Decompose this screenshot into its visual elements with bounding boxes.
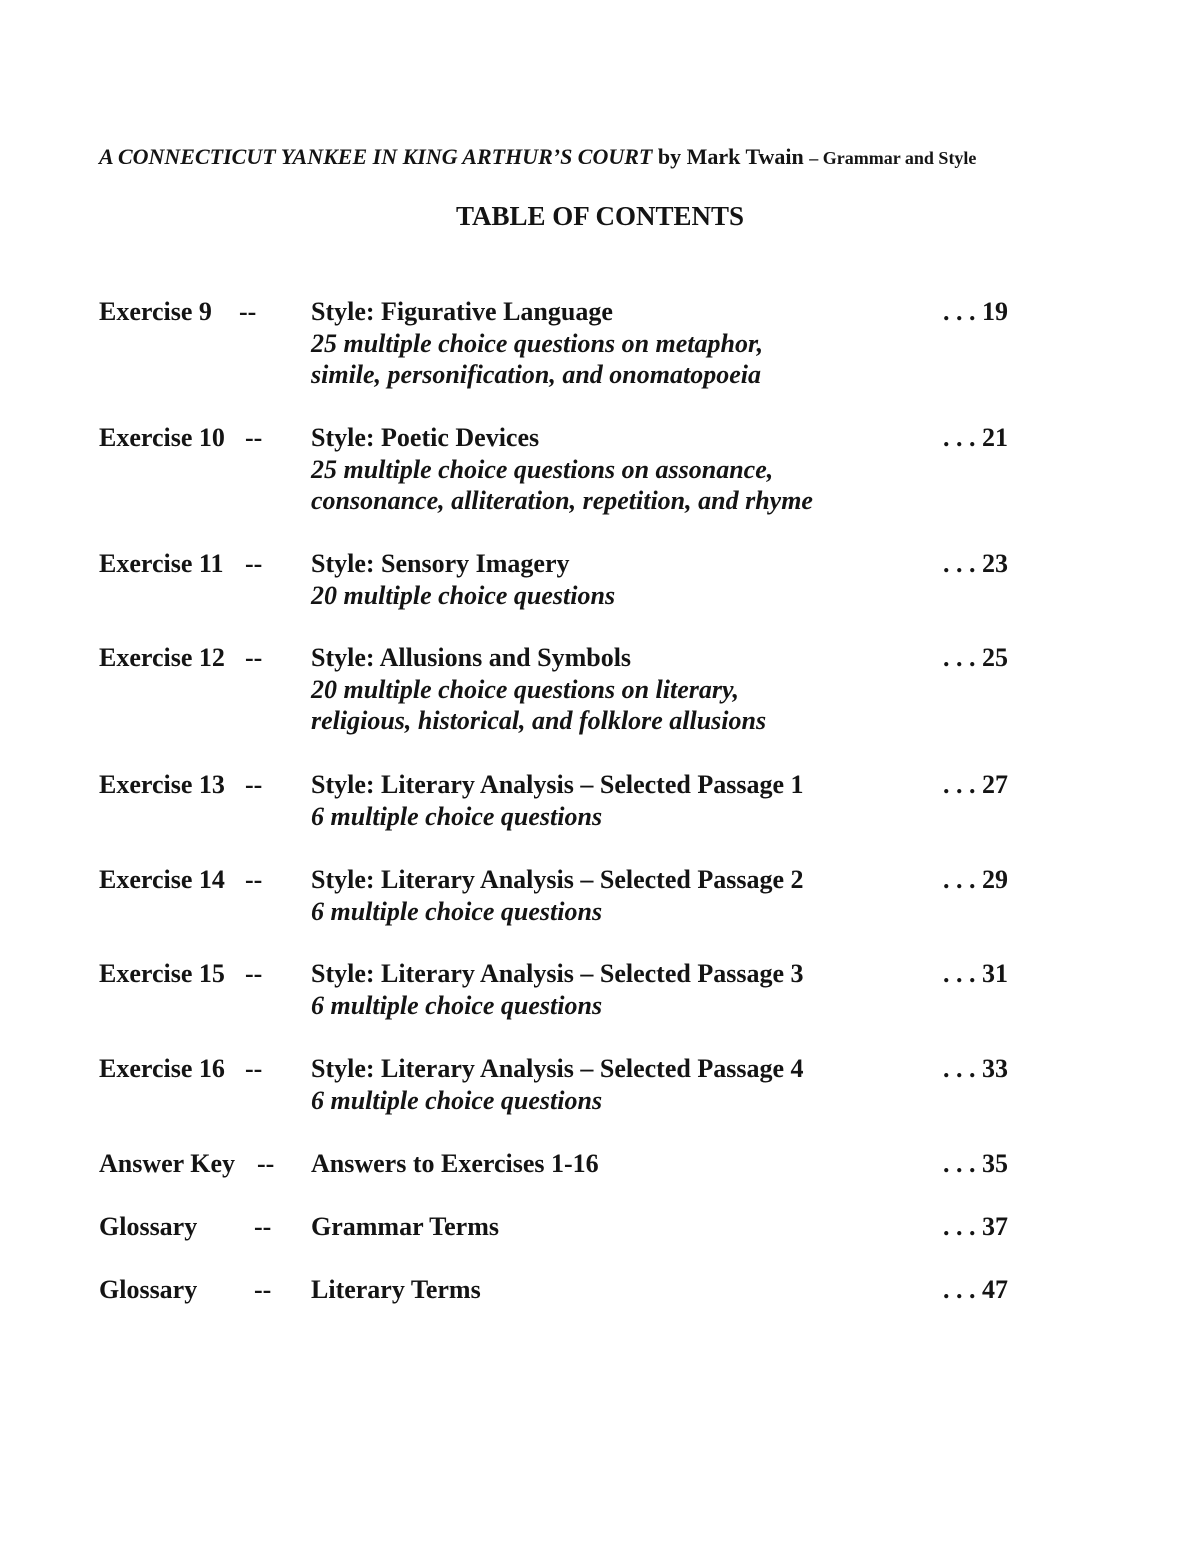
entry-dash: -- [245,643,263,672]
entry-description: 25 multiple choice questions on assonance, [311,455,774,484]
entry-heading: Style: Literary Analysis – Selected Passage 3 [311,959,804,988]
entry-label: Answer Key [99,1149,236,1178]
entry-heading: Grammar Terms [311,1212,499,1241]
entry-page-number: . . . 33 [943,1054,1008,1083]
entry-page-number: . . . 29 [943,865,1008,894]
entry-page-number: . . . 47 [943,1275,1008,1304]
entry-label: Exercise 16 [99,1054,225,1083]
entry-heading: Literary Terms [311,1275,481,1304]
entry-dash: -- [245,959,263,988]
entry-page-number: . . . 23 [943,549,1008,578]
entry-description: 6 multiple choice questions [311,897,603,926]
entry-dash: -- [245,770,263,799]
entry-description: simile, personification, and onomatopoeia [311,360,761,389]
entry-description: 20 multiple choice questions [311,581,616,610]
entry-description: consonance, alliteration, repetition, and rhyme [311,486,813,515]
entry-dash: -- [245,423,263,452]
entry-page-number: . . . 31 [943,959,1008,988]
subject-label: – Grammar and Style [809,148,977,168]
entry-dash: -- [254,1275,272,1304]
entry-label: Exercise 10 [99,423,225,452]
entry-page-number: . . . 35 [943,1149,1008,1178]
entry-heading: Style: Literary Analysis – Selected Passage 2 [311,865,804,894]
entry-page-number: . . . 19 [943,297,1008,326]
entry-heading: Style: Allusions and Symbols [311,643,632,672]
entry-description: 6 multiple choice questions [311,802,603,831]
entry-label: Glossary [99,1275,198,1304]
entry-label: Exercise 14 [99,865,225,894]
entry-description: 6 multiple choice questions [311,991,603,1020]
entry-label: Exercise 11 [99,549,224,578]
entry-description: religious, historical, and folklore allusions [311,706,767,735]
page-title: TABLE OF CONTENTS [455,201,745,231]
entry-page-number: . . . 27 [943,770,1008,799]
entry-heading: Answers to Exercises 1-16 [311,1149,599,1178]
entry-dash: -- [257,1149,275,1178]
entry-label: Exercise 12 [99,643,225,672]
entry-dash: -- [239,297,257,326]
author-line: by Mark Twain [652,144,810,169]
entry-page-number: . . . 21 [943,423,1008,452]
entry-label: Glossary [99,1212,198,1241]
entry-label: Exercise 13 [99,770,225,799]
entry-label: Exercise 9 [99,297,212,326]
entry-heading: Style: Figurative Language [311,297,613,326]
entry-dash: -- [254,1212,272,1241]
entry-page-number: . . . 25 [943,643,1008,672]
entry-page-number: . . . 37 [943,1212,1008,1241]
entry-description: 20 multiple choice questions on literary, [311,675,740,704]
entry-dash: -- [245,1054,263,1083]
entry-heading: Style: Sensory Imagery [311,549,570,578]
entry-heading: Style: Literary Analysis – Selected Passage 1 [311,770,804,799]
entry-description: 25 multiple choice questions on metaphor, [311,329,764,358]
book-title: A CONNECTICUT YANKEE IN KING ARTHUR’S COURT [99,144,653,169]
entry-dash: -- [245,865,263,894]
entry-dash: -- [245,549,263,578]
entry-heading: Style: Literary Analysis – Selected Passage 4 [311,1054,804,1083]
entry-heading: Style: Poetic Devices [311,423,540,452]
entry-label: Exercise 15 [99,959,225,988]
document-header [99,142,1099,173]
entry-description: 6 multiple choice questions [311,1086,603,1115]
